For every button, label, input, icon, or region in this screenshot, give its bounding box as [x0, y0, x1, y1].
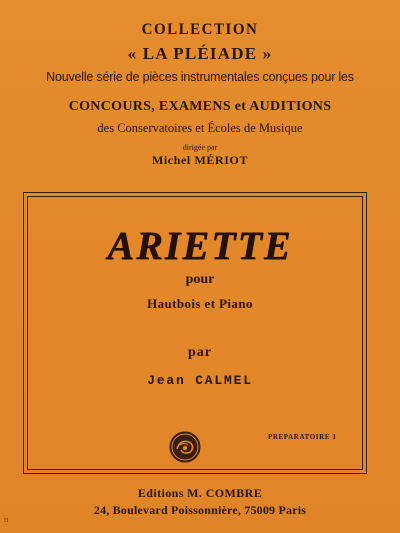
- combre-emblem-icon: [168, 430, 202, 464]
- conservatories-line: des Conservatoires et Écoles de Musique: [97, 121, 303, 135]
- collection-label: COLLECTION: [141, 21, 259, 39]
- corner-mark: H: [4, 518, 9, 524]
- composer-name: Jean CALMEL: [147, 373, 253, 388]
- series-editor: Michel MÉRIOT: [151, 153, 249, 167]
- directed-by: dirigée par: [182, 143, 218, 152]
- pour-label: pour: [185, 272, 215, 287]
- publisher-name: Editions M. COMBRE: [137, 486, 263, 500]
- piece-title: ARIETTE: [107, 223, 293, 268]
- series-description: Nouvelle série de pièces instrumentales conçues pour les: [46, 70, 354, 84]
- instrumentation: Hautbois et Piano: [147, 296, 253, 311]
- contests-line: CONCOURS, EXAMENS et AUDITIONS: [68, 99, 332, 114]
- difficulty-level: PREPARATOIRE 1: [268, 433, 337, 441]
- series-name: « LA PLÉIADE »: [127, 44, 273, 63]
- publisher-address: 24, Boulevard Poissonnière, 75009 Paris: [93, 503, 307, 517]
- par-label: par: [188, 345, 212, 360]
